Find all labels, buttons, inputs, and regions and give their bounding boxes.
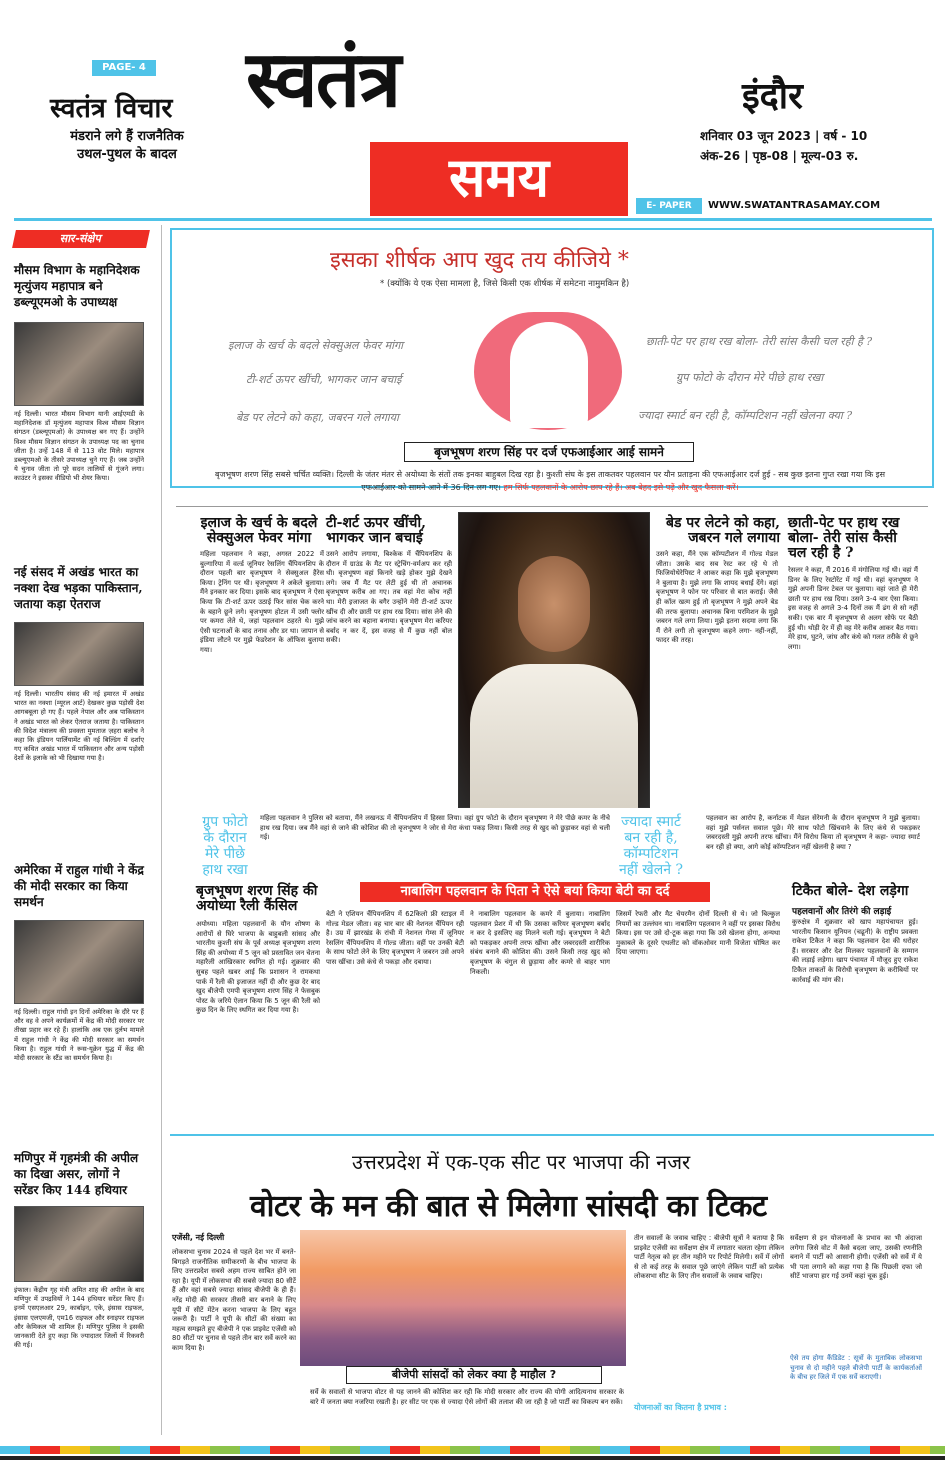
footer-color-bar (0, 1446, 945, 1454)
sidebar-headline-2: नई संसद में अखंड भारत का नक्शा देख भड़का पाकिस्तान, जताया कड़ा ऐतराज (14, 565, 143, 611)
mid-right-body: पहलवान का आरोप है, कर्नाटक में मेडल सेरेमनी के दौरान बृजभूषण ने मुझे बुलाया। वहां मुझे पर्सनल सवाल पूछे। मेरे साथ फोटो खिंचवाने के लिए कंधे से पकड़कर जबरदस्ती मुझे अपनी तरफ खींचा। मैंने विरोध किया तो बृजभूषण ने कहा- ज्यादा स्मार्ट बन रही हो क्या, आगे कोई कॉम्पटिशन नहीं खेलनी है क्या ? (706, 814, 920, 851)
column-3-heading: बेड पर लेटने को कहा, जबरन गले लगाया (665, 515, 780, 546)
pull-quote-right-1: छाती-पेट पर हाथ रख बोला- तेरी सांस कैसी चल रही है ? (646, 335, 873, 348)
column-divider (161, 225, 162, 1435)
dateline-line-2: अंक-26 | पृष्ठ-08 | मूल्य-03 रु. (700, 149, 859, 163)
epaper-label: E- PAPER (636, 198, 702, 214)
feature-note: * (क्योंकि ये एक ऐसा मामला है, जिसे किसी एक शीर्षक में समेटना नामुमकिन है) (380, 279, 630, 289)
tikait-body: कुरुक्षेत्र में शुक्रवार को खाप महापंचायत हुई। भारतीय किसान यूनियन (चढूनी) के राष्ट्रीय प्रवक्ता राकेश टिकैत ने कहा कि पहलवान देश की धरोहर हैं। सरकार और देश मिलकर पहलवानों के सम्मान की लड़ाई लड़ेगा। खाप पंचायत में मौजूद हुए राकेश टिकैत ताकतों के विरोधी बृजभूषण के करीबियों पर कार्रवाई की मांग की। (792, 918, 918, 984)
column-4-heading: छाती-पेट पर हाथ रख बोला- तेरी सांस कैसी चल रही है ? (788, 515, 900, 561)
sidebar-heading: सार-संक्षेप (12, 230, 150, 248)
tikait-heading: टिकैत बोले- देश लड़ेगा (792, 883, 909, 899)
feature-intro (210, 468, 890, 494)
voter-headline: वोटर के मन की बात से मिलेगा सांसदी का टिकट (250, 1189, 767, 1224)
edition-city: इंदौर (742, 75, 803, 117)
column-4-body: रेसलर ने कहा, मैं 2016 में मंगोलिया गई थी। वहां मैं डिनर के लिए रेस्टोरेंट में गई थी। वहां बृजभूषण ने मुझे अपनी डिनर टेबल पर बुलाया। वहां जाते ही मेरी छाती पर हाथ रख दिया। उसने 3-4 बार ऐसा किया। इस वजह से अगले 3-4 दिनों तक मैं ढंग से सो नहीं सकी। एक बार मैं बृजभूषण से अलग सोफे पर बैठी हुई थी। थोड़ी देर में ही वह मेरे करीब आकर बैठ गया। मेरे हाथ, घुटने, जांघ और कंधे को गलत तरीके से छूने लगा। (788, 566, 918, 651)
mid-left-pull-quote: ग्रुप फोटो के दौरान मेरे पीछे हाथ रखा (202, 814, 248, 878)
illustration-figure (510, 322, 588, 428)
pull-quote-right-2: ग्रुप फोटो के दौरान मेरे पीछे हाथ रखा (676, 371, 824, 384)
dateline (700, 126, 867, 166)
pull-quote-left-3: बेड पर लेटने को कहा, जबरन गले लगाया (236, 411, 399, 424)
pull-quote-left-2: टी-शर्ट ऊपर खींची, भागकर जान बचाई (246, 373, 402, 386)
voter-right-body-2: सर्वेक्षण से इन योजनाओं के प्रभाव का भी अंदाजा लगेगा जिसे वोट में कैसे बदला जाए, उसकी रणनीति बनाने में पार्टी को आसानी होगी। एजेंसी को सर्वे में ये भी पता लगाने को कहा गया है कि पिछली दफा जो सीटें भाजपा हार गई उनमें कहां चूक हुई। (790, 1234, 922, 1281)
column-1-body: महिला पहलवान ने कहा, अगस्त 2022 में बुल्गारिया में वर्ल्ड जूनियर रेसलिंग चैंपियनशिप के दौरान पहली बार बृजभूषण ने सेक्सुअल हैरेस किया। ट्रेनिंग पर थी। बृजभूषण ने अकेले बुलाया। मैंने इनकार कर दिया। इसके बाद बृजभूषण ने ऐसा किया कि टी-शर्ट ऊपर उठाई फिर सांस चेक करने के बहाने छूने लगे। बृजभूषण होटल में उसी फ्लोर पर कमरा लेते थे, जहां पहलवान ठहरते थे। मुझे ऐसी घटनाओं के बाद तनाव और डर था। जापान से इंडिया लौटने पर मुझे फेडरेशन के ऑफिस बुलाया गया। (200, 550, 324, 654)
father-column-2: ने नाबालिग पहलवान के कमरे में बुलाया। नाबालिग पहलवान प्रेशर में थी कि उसका करियर बृजभूषण बर्बाद न कर दे इसलिए वह मिलने चली गई। बृजभूषण ने बेटी को पकड़कर अपनी तरफ खींचा और जबरदस्ती शारीरिक संबंध बनाने की कोशिश की। उसने किसी तरह खुद को बृजभूषण के चंगुल से छुड़ाया और कमरे से बाहर भाग निकली। (470, 910, 610, 976)
column-3-body: उसने कहा, मैंने एक कॉम्पटीशन में गोल्ड मेडल जीता। उसके बाद सब रेस्ट कर रहे थे तो फिजियोथेरेपिस्ट ने आकर कहा कि मुझे बृजभूषण ने बुलाया है। मुझे लगा कि शायद बधाई देंगे। वहां बृजभूषण ने फोन पर परिवार से बात कराई। जैसे ही कॉल खत्म हुई तो बृजभूषण ने मुझे अपने बेड की तरफ बुलाया। अचानक बिना परमिशन के मुझे जबरन गले लगा लिया। मुझे इतना सदमा लगा कि मैं रोने लगी तो बृजभूषण कहने लगा- नहीं-नहीं, फादर की तरह। (656, 550, 778, 645)
sidebar-photo-1 (14, 322, 144, 406)
sidebar-photo-3 (14, 920, 144, 1004)
divider (176, 506, 928, 507)
sidebar-headline-4: मणिपुर में गृहमंत्री की अपील का दिखा असर, लोगों ने सरेंडर किए 144 हथियार (14, 1151, 139, 1197)
header-rule (14, 218, 932, 221)
tikait-subheading: पहलवानों और तिरंगे की लड़ाई (792, 907, 892, 917)
column-2-body: उसने आरोप लगाया, बिश्केक में चैंपियनशिप के दौरान में ग्राउंड के मैट पर स्ट्रेचिंग-वर्मअप कर रही थी। बृजभूषण वहां किनारे खड़े होकर मुझे देखने लगे। जब मैं मैट पर लेटी हुई थी तो अचानक बृजभूषण करीब आ गए। तब वहां मेरा कोच नहीं था। मेरी इजाजत के बगैर उन्होंने मेरी टी-शर्ट ऊपर खींच दी और छाती पर हाथ रख दिया। सांस लेने की जांच करने का बहाना बनाया। बृजभूषण मेरा करियर बर्बाद न कर दें, इस वजह से मैं कुछ नहीं बोल सकी। (326, 550, 452, 645)
mid-left-body: महिला पहलवान ने पुलिस को बताया, मैंने लखनऊ में चैंपियनशिप में हिस्सा लिया। वहां ग्रुप फोटो के दौरान बृजभूषण ने मेरे पीछे कमर के नीचे हाथ रख दिया। जब मैंने वहां से जाने की कोशिश की तो बृजभूषण ने जोर से मेरा कंधा पकड़ लिया। किसी तरह से खुद को छुड़ाकर वहां से चली गई। (260, 814, 610, 842)
dateline-line-1: शनिवार 03 जून 2023 | वर्ष - 10 (700, 129, 868, 143)
sidebar-photo-4 (14, 1206, 144, 1282)
voter-right-body-1: तीन सवालों के जवाब चाहिए : बीजेपी सूत्रों ने बताया है कि प्राइवेट एजेंसी का सर्वेक्षण क्षेत्र में लगातार चलता रहेगा लेकिन पार्टी नेतृत्व को हर तीन महीने पर रिपोर्ट मिलेगी। सर्वे में लोगों से तो कई तरह के सवाल पूछे जाएंगे लेकिन पार्टी को प्रत्येक लोकसभा सीट के लिए तीन सवालों के जवाब चाहिए। (634, 1234, 784, 1281)
bjp-crowd-photo (300, 1230, 626, 1366)
feature-intro-red: हम सिर्फ पहलवानों के आरोप छाप रहे हैं। अब बेहद इसे पढ़ें और खुद फैसला करें। (503, 483, 739, 492)
sidebar-headline-3: अमेरिका में राहुल गांधी ने केंद्र की मोदी सरकार का किया समर्थन (14, 863, 144, 909)
voter-left-body: लोकसभा चुनाव 2024 से पहले देश भर में बनते-बिगड़ते राजनीतिक समीकरणों के बीच भाजपा के लिए उत्तरप्रदेश सबसे अहम राज्य साबित होने जा रहा है। यूपी में लोकसभा की सबसे ज्यादा 80 सीटें हैं और वहां सबसे ज्यादा सांसद बीजेपी के ही हैं। नरेंद्र मोदी की सरकार तीसरी बार बनाने के लिए यूपी में सीटें मेंटेन करना भाजपा के लिए बहुत जरूरी है। पार्टी ने यूपी के सीटों की संख्या का महत्व समझते हुए बीजेपी ने एक प्राइवेट एजेंसी को 80 सीटों पर चुनाव से पहले तीन बार सर्वे करने का काम दिया है। (172, 1248, 296, 1352)
father-column-1: बेटी ने एशियन चैंपियनशिप में 62किलो फ्री स्टाइल में गोल्ड मेडल जीता। वह चार बार की नेशनल चैंपियन रही है। उम्र में झारखंड के रांची में नेशनल गेम्स में जूनियर रेसलिंग चैंपियनशिप में गोल्ड जीता। वहीं पर उनकी बेटी के साथ फोटो लेने के लिए बृजभूषण ने जबरन उसे अपने पास खींचा। उसे कंधे से पकड़ा और दबाया। (326, 910, 464, 966)
rally-cancel-heading: बृजभूषण शरण सिंह की अयोध्या रैली कैंसिल (196, 883, 318, 914)
plans-heading: योजनाओं का कितना है प्रभाव : (634, 1403, 727, 1412)
logo-bottom: समय (370, 142, 628, 216)
mid-right-pull-quote: ज्यादा स्मार्ट बन रही है, कॉम्पटिशन नहीं खेलने ? (619, 814, 683, 878)
page-tag: PAGE- 4 (92, 60, 156, 76)
sidebar-body-3: नई दिल्ली। राहुल गांधी इन दिनों अमेरिका के दौरे पर हैं और वह वे अपने कार्यक्रमों में केंद्र की मोदी सरकार पर तीखा प्रहार कर रहे हैं। हालांकि अब एक दुर्लभ मामले में राहुल गांधी ने केंद्र की मोदी सरकार का समर्थन किया है। राहुल गांधी ने रूस-यूक्रेन युद्ध में केंद्र की मोदी सरकार के स्टैंड का समर्थन किया है। (14, 1008, 144, 1063)
photo-shirt (470, 664, 638, 808)
byline: एजेंसी, नई दिल्ली (172, 1233, 225, 1242)
pull-quote-left-1: इलाज के खर्च के बदले सेक्सुअल फेवर मांगा (228, 339, 404, 352)
candidate-selection: ऐसे तय होगा कैंडिडेट : सूत्रों के मुताबिक लोकसभा चुनाव से दो महीने पहले बीजेपी पार्टी के कार्यकर्ताओं के बीच हर जिले में एक सर्वे कराएगी। (790, 1354, 922, 1382)
section-title: स्वतंत्र विचार (50, 93, 173, 124)
up-subheading: उत्तरप्रदेश में एक-एक सीट पर भाजपा की नजर (352, 1150, 691, 1174)
sidebar-body-2: नई दिल्ली। भारतीय संसद की नई इमारत में अखंड भारत का नक्शा (म्यूरल आर्ट) देखकर कुछ पड़ोसी देश आगबबूला हो गए हैं। पहले नेपाल और अब पाकिस्तान ने अखंड भारत को लेकर ऐतराज जताया है। पाकिस्तान की विदेश मंत्रालय की प्रवक्ता मुमताज ज़हरा बलोच ने कहा कि इंडियन पार्लियामेंट की नई बिल्डिंग में दर्शाए गए कथित अखंड भारत में पाकिस्तान और अन्य पड़ोसी देशों के इलाके को भी दिखाया गया है। (14, 690, 144, 763)
column-1-heading: इलाज के खर्च के बदले सेक्सुअल फेवर मांगा (200, 515, 318, 546)
victim-father-band: नाबालिग पहलवान के पिता ने ऐसे बयां किया बेटी का दर्द (360, 882, 710, 902)
column-2-heading: टी-शर्ट ऊपर खींची, भागकर जान बचाई (326, 515, 426, 546)
section-divider (170, 1134, 934, 1136)
father-column-3: जिसमें रेफरी और मैट चेयरमैन दोनों दिल्ली से थे। जो बिल्कुल नियमों का उल्लंघन था। नाबालिग पहलवान ने वहीं पर इसका विरोध किया। इस पर उसे दो-टूक कहा गया कि उसे खेलना होगा, अन्यथा मुकाबले के दूसरे एथलीट को वॉकओवर मानी विजेता घोषित कर दिया जाएगा। (616, 910, 780, 957)
feature-title: इसका शीर्षक आप खुद तय कीजिये * (330, 248, 629, 273)
fir-band-title: बृजभूषण शरण सिंह पर दर्ज एफआईआर आई सामने (404, 442, 694, 462)
sidebar-headline-1: मौसम विभाग के महानिदेशक मृत्युंजय महापात्र बने डब्ल्यूएमओ के उपाध्यक्ष (14, 263, 140, 309)
sidebar-photo-2 (14, 622, 144, 686)
crowd-caption: बीजेपी सांसदों को लेकर क्या है माहौल ? (346, 1366, 602, 1384)
rally-cancel-body: अयोध्या। महिला पहलवानों के यौन शोषण के आरोपों से घिरे भाजपा के बाहुबली सांसद और भारतीय कुश्ती संघ के पूर्व अध्यक्ष बृजभूषण शरण सिंह की अयोध्या में 5 जून को प्रस्तावित जन चेतना महारैली आखिरकार स्थगित हो गई। शुक्रवार की सुबह पहले खबर आई कि प्रशासन ने रामकथा पार्क में रैली की इजाजत नहीं दी और कुछ देर बाद खुद बीजेपी एमपी बृजभूषण शरण सिंह ने फेसबुक पोस्ट के जरिये ऐलान किया कि 5 जून की रैली को कुछ दिन के लिए स्थगित कर दिया गया है। (196, 920, 320, 1015)
website-link[interactable]: WWW.SWATANTRASAMAY.COM (708, 200, 881, 211)
sidebar-body-1: नई दिल्ली। भारत मौसम विभाग यानी आईएमडी के महानिदेशक डॉ मृत्युंजय महापात्र विश्व मौसम विज्ञान संगठन (डब्ल्यूएमओ) के उपाध्यक्ष बन गए हैं। उन्होंने विश्व मौसम विज्ञान संगठन के उपाध्यक्ष पद का चुनाव जीता है। उन्हें 148 में से 113 वोट मिले। महापात्र डब्ल्यूएमओ के तीसरे उपाध्यक्ष चुने गए हैं। जब उन्होंने ये चुनाव जीता तो पूरे सदन तालियों से गूंजने लगा। काउंटर ने इसका वीडियो भी शेयर किया। (14, 410, 144, 483)
logo-top: स्वतंत्र (246, 34, 400, 125)
sidebar-body-4: इंफाल। केंद्रीय गृह मंत्री अमित शाह की अपील के बाद मणिपुर में उपद्रवियों ने 144 हथियार सरेंडर किए हैं। इनमें एसएलआर 29, कार्बाइन, एके, इंसास राइफल, इंसास एलएमजी, एम16 राइफल और स्नाइपर राइफल और केमिकल भी शामिल हैं। मणिपुर पुलिस ने इसकी जानकारी देते हुए कहा कि ज्यादातर जिलों में रिकवरी की गई। (14, 1286, 144, 1350)
section-subtitle: मंडराने लगे हैं राजनैतिक उथल-पुथल के बादल (70, 129, 184, 162)
footer-rule (0, 1456, 945, 1460)
crowd-text: सर्वे के सवालों से भाजपा वोटर से यह जानने की कोशिश कर रही कि मोदी सरकार और राज्य की योगी आदित्यनाथ सरकार के बारे में जनता क्या नजरिया रखती है। हर सीट पर एक से ज्यादा ऐसे लोगों की तलाश की जा रही है जो पार्टी का विकल्प बन सकें। (310, 1388, 624, 1406)
feature-intro-text: बृजभूषण शरण सिंह सबसे चर्चित व्यक्ति। दिल्ली के जंतर मंतर से अयोध्या के संतों तक इनका बाहुबल दिख रहा है। कुश्ती संघ के इस ताकतवर पहलवान पर यौन प्रताड़ना की एफआईआर दर्ज हुई - सब कुछ इतना गुप्त रखा गया कि इस एफआईआर को सामने आने में 36 दिन लग गए। (215, 470, 885, 492)
photo-face (518, 556, 590, 652)
pull-quote-right-3: ज्यादा स्मार्ट बन रही है, कॉम्पटिशन नहीं खेलना क्या ? (638, 409, 853, 422)
